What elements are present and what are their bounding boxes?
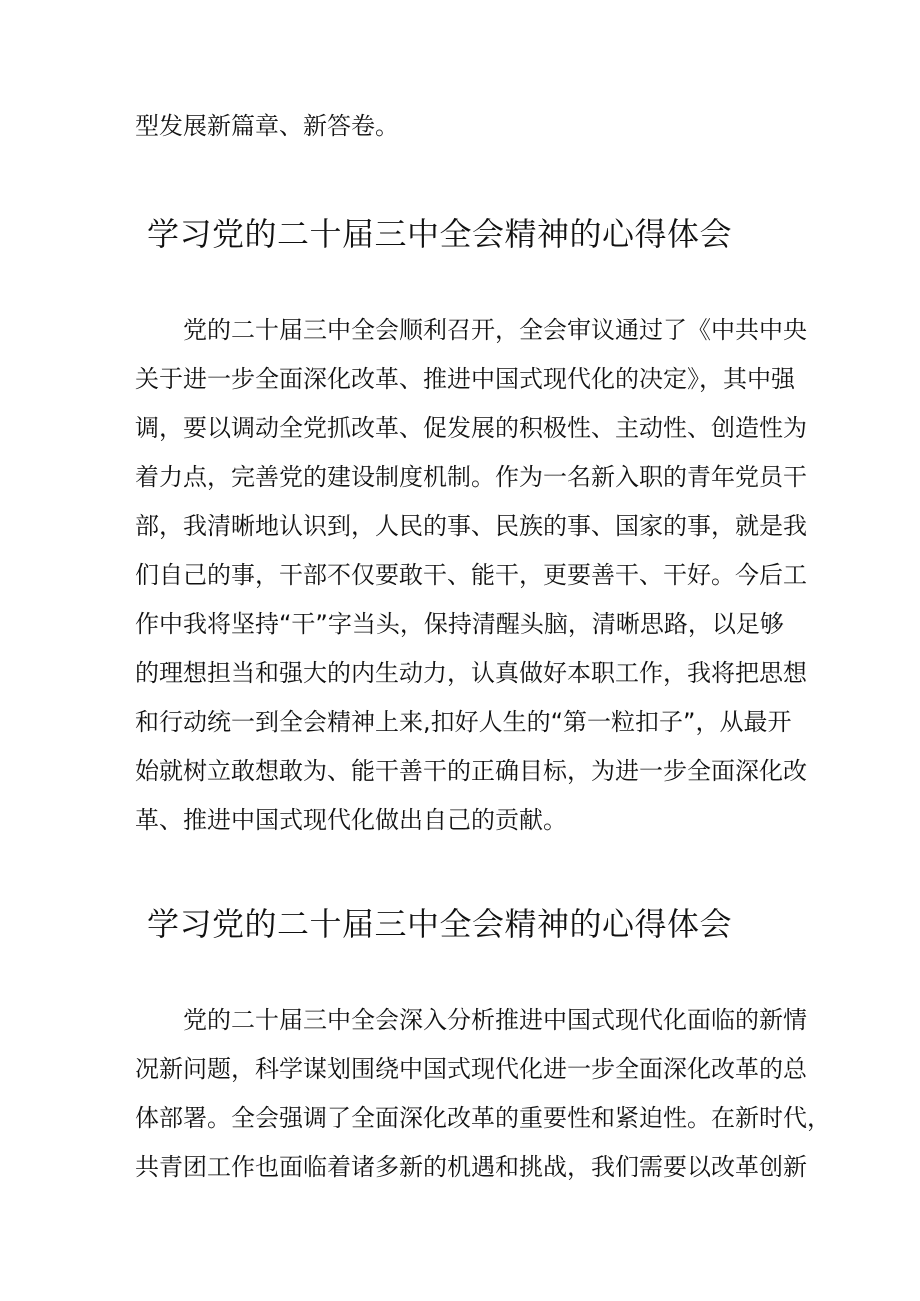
paragraph-line: 着力点，完善党的建设制度机制。作为一名新入职的青年党员干 <box>135 463 807 491</box>
section-2-title: 学习党的二十届三中全会精神的心得体会 <box>147 905 733 943</box>
intro-fragment: 型发展新篇章、新答卷。 <box>135 112 399 140</box>
paragraph-line: 部，我清晰地认识到，人民的事、民族的事、国家的事，就是我 <box>135 512 807 540</box>
paragraph-line: 党的二十届三中全会顺利召开，全会审议通过了《中共中央 <box>183 316 807 344</box>
paragraph-line: 体部署。全会强调了全面深化改革的重要性和紧迫性。在新时代， <box>135 1104 831 1132</box>
paragraph-line: 共青团工作也面临着诸多新的机遇和挑战，我们需要以改革创新 <box>135 1153 807 1181</box>
paragraph-line: 党的二十届三中全会深入分析推进中国式现代化面临的新情 <box>183 1006 807 1034</box>
section-1-title: 学习党的二十届三中全会精神的心得体会 <box>147 215 733 253</box>
paragraph-line: 况新问题，科学谋划围绕中国式现代化进一步全面深化改革的总 <box>135 1055 807 1083</box>
paragraph-line: 作中我将坚持“干”字当头，保持清醒头脑，清晰思路，以足够 <box>135 610 784 638</box>
paragraph-line: 关于进一步全面深化改革、推进中国式现代化的决定》，其中强 <box>135 365 795 393</box>
paragraph-line: 和行动统一到全会精神上来,扣好人生的“第一粒扣子”，从最开 <box>135 708 792 736</box>
paragraph-line: 们自己的事，干部不仅要敢干、能干，更要善干、干好。今后工 <box>135 561 807 589</box>
paragraph-line: 革、推进中国式现代化做出自己的贡献。 <box>135 806 567 834</box>
paragraph-line: 始就树立敢想敢为、能干善干的正确目标，为进一步全面深化改 <box>135 757 807 785</box>
paragraph-line: 调，要以调动全党抓改革、促发展的积极性、主动性、创造性为 <box>135 414 807 442</box>
paragraph-line: 的理想担当和强大的内生动力，认真做好本职工作，我将把思想 <box>135 659 807 687</box>
